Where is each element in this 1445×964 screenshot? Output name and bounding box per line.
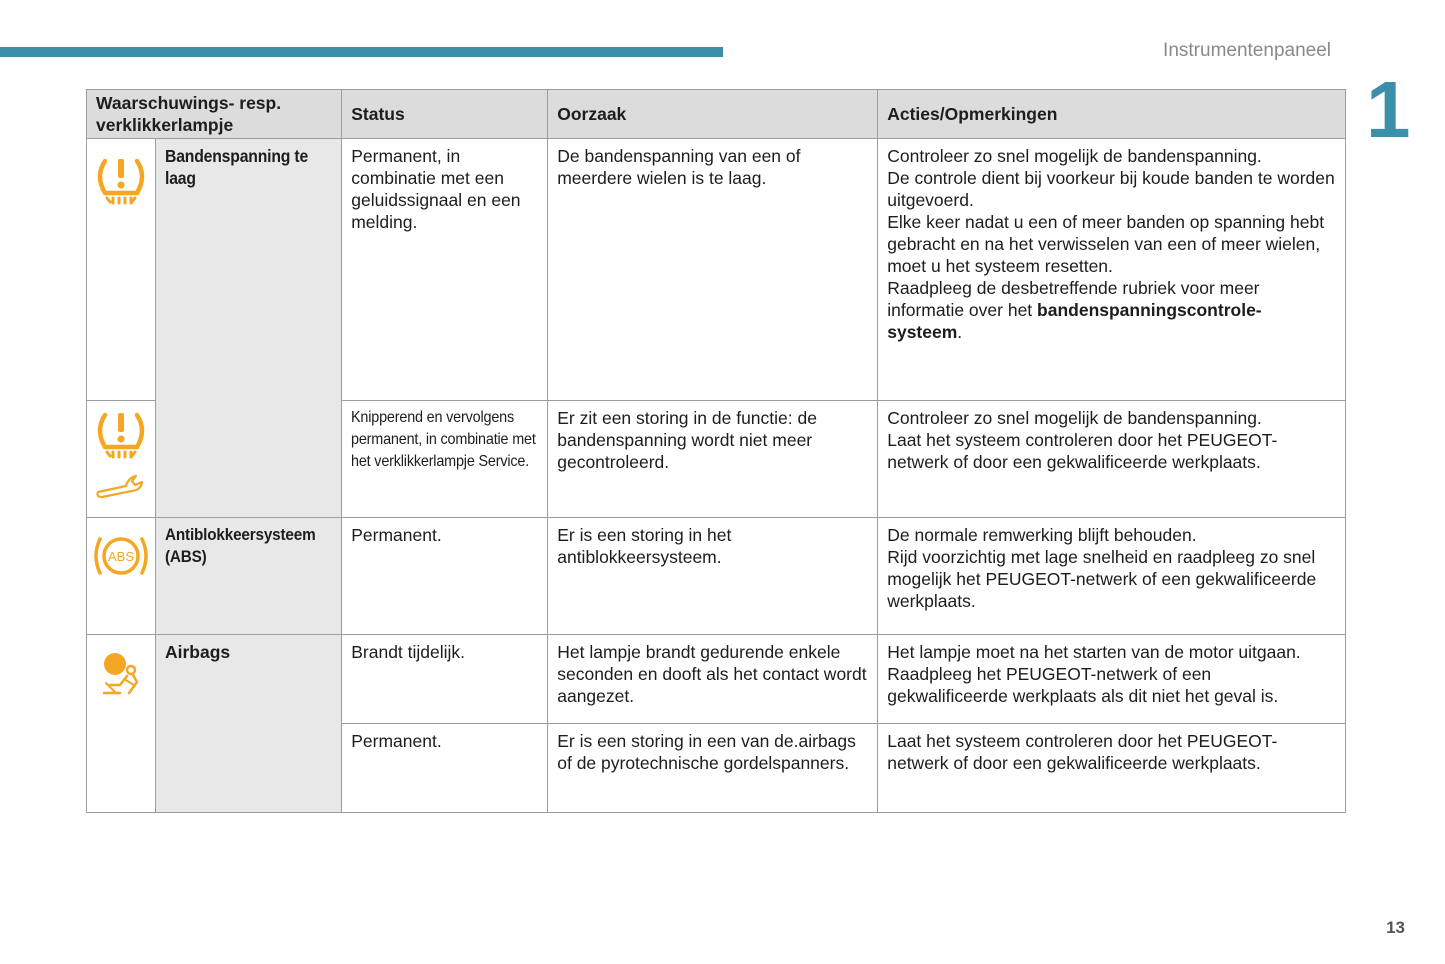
airbag-action-line: Laat het systeem controleren door het PEUGEOT-netwerk of door een gekwalificeerde werkplaats. xyxy=(887,731,1278,773)
tpms-cause-2: Er zit een storing in de functie: de bandenspanning wordt niet meer gecontroleerd. xyxy=(548,401,878,518)
airbag-action-line: Het lampje moet na het starten van de motor uitgaan. xyxy=(887,642,1301,662)
service-wrench-icon xyxy=(92,470,150,500)
tpms-cause-1: De bandenspanning van een of meerdere wielen is te laag. xyxy=(548,139,878,401)
tpms-status-1: Permanent, in combinatie met een geluidssignaal en een melding. xyxy=(342,139,548,401)
airbag-actions-2 xyxy=(878,724,1346,813)
tpms-action-line: Elke keer nadat u een of meer banden op spanning hebt gebracht en na het verwisselen van een of meer wielen, moet u het systeem resetten. xyxy=(887,212,1325,276)
airbag-name: Airbags xyxy=(165,642,231,662)
tpms-status-2-text: Knipperend en vervolgens permanent, in combinatie met het verklikkerlampje Service. xyxy=(351,409,536,470)
airbag-warning-icon xyxy=(96,649,146,699)
abs-cause: Er is een storing in het antiblokkeersysteem. xyxy=(548,518,878,635)
tpms-name: Bandenspanning te laag xyxy=(165,146,309,188)
page-number: 13 xyxy=(1386,918,1405,937)
tire-pressure-warning-icon xyxy=(91,151,151,211)
section-title: Instrumentenpaneel xyxy=(1163,40,1331,61)
tpms-action-line: Controleer zo snel mogelijk de bandenspanning. xyxy=(887,408,1262,428)
tire-pressure-warning-icon xyxy=(91,405,151,465)
airbag-action-line: Raadpleeg het PEUGEOT-netwerk of een gekwalificeerde werkplaats als dit niet het geval is. xyxy=(887,664,1279,706)
abs-actions xyxy=(878,518,1346,635)
airbag-actions-1 xyxy=(878,635,1346,724)
table-header-row xyxy=(87,90,1346,139)
tpms-icon-cell xyxy=(87,139,156,401)
table-row xyxy=(87,518,1346,635)
abs-name-cell xyxy=(156,518,342,635)
header-status: Status xyxy=(342,90,548,139)
airbag-name-cell xyxy=(156,635,342,813)
abs-status: Permanent. xyxy=(342,518,548,635)
airbag-status-2: Permanent. xyxy=(342,724,548,813)
warning-lamps-table xyxy=(86,89,1346,813)
header-accent-bar xyxy=(0,47,723,57)
tpms-actions-2 xyxy=(878,401,1346,518)
tpms-status-2 xyxy=(342,401,548,518)
tpms-action-reference xyxy=(887,277,1336,343)
abs-action-line: De normale remwerking blijft behouden. xyxy=(887,525,1197,545)
abs-name: Antiblokkeersysteem (ABS) xyxy=(165,525,316,566)
tpms-action-line: Controleer zo snel mogelijk de bandenspanning. xyxy=(887,146,1262,166)
table-row xyxy=(87,635,1346,724)
chapter-number: 1 xyxy=(1366,65,1411,154)
tpms-actions-1 xyxy=(878,139,1346,401)
airbag-icon-cell xyxy=(87,635,156,813)
tpms-action-line: Laat het systeem controleren door het PEUGEOT-netwerk of door een gekwalificeerde werkplaats. xyxy=(887,430,1278,472)
tpms-name-cell xyxy=(156,139,342,518)
airbag-cause-1: Het lampje brandt gedurende enkele seconden en dooft als het contact wordt aangezet. xyxy=(548,635,878,724)
tpms-ref-suffix: . xyxy=(957,322,963,342)
tpms-ref-prefix: Raadpleeg de desbetreffende rubriek voor meer informatie over het xyxy=(887,278,1260,320)
abs-icon-cell xyxy=(87,518,156,635)
header-lamp: Waarschuwings- resp. verklikkerlampje xyxy=(87,90,342,139)
tpms-ref-bold: bandenspanningscontrole-systeem xyxy=(887,300,1262,342)
tpms-action-line: De controle dient bij voorkeur bij koude banden te worden uitgevoerd. xyxy=(887,168,1335,210)
table-row xyxy=(87,139,1346,401)
header-actions: Acties/Opmerkingen xyxy=(878,90,1346,139)
abs-warning-icon xyxy=(91,530,151,582)
airbag-cause-2: Er is een storing in een van de.airbags of de pyrotechnische gordelspanners. xyxy=(548,724,878,813)
airbag-status-1: Brandt tijdelijk. xyxy=(342,635,548,724)
header-cause: Oorzaak xyxy=(548,90,878,139)
abs-action-line: Rijd voorzichtig met lage snelheid en raadpleeg zo snel mogelijk het PEUGEOT-netwerk of een gekwalificeerde werkplaats. xyxy=(887,547,1317,611)
abs-icon-label: ABS xyxy=(107,549,135,564)
tpms-service-icon-cell xyxy=(87,401,156,518)
